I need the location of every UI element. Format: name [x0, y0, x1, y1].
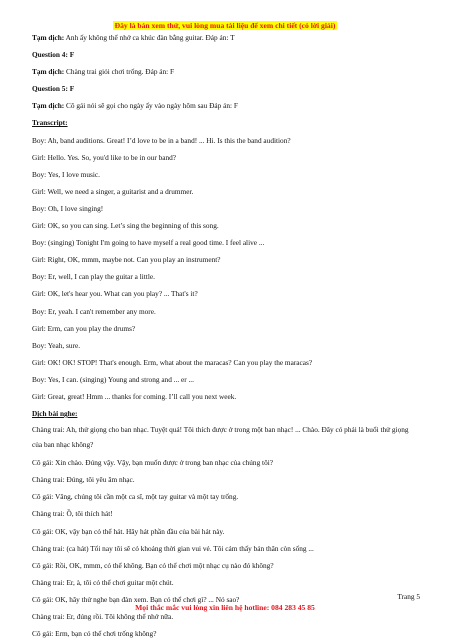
transcript-line: Boy: Er, yeah. I can't remember any more. [32, 306, 156, 316]
translation-paragraph: Chàng trai: Er, à, tôi có thể chơi guitar một chút. [32, 577, 174, 587]
translation-paragraph: Chàng trai: Ah, thử giọng cho ban nhạc. Tuyệt quá! Tôi thích được ở trong một ban nhạc! ... Chào. Đây có phải là buổi thử giọng của ban nhạc không? [32, 425, 409, 449]
translation-paragraph: Chàng trai: Đúng, tôi yêu âm nhạc. [32, 475, 135, 485]
question-heading: Question 4: F [32, 50, 75, 60]
transcript-line: Girl: OK, let's hear you. What can you play? ... That's it? [32, 289, 198, 299]
transcript-line: Girl: Erm, can you play the drums? [32, 323, 136, 333]
translation-paragraph: Chàng trai: Ồ, tôi thích hát! [32, 509, 113, 519]
translation-text: Cô gái nói sẽ gọi cho ngày ấy vào ngày hôm sau Đáp án: F [64, 101, 238, 111]
transcript-line: Boy: (singing) Tonight I'm going to have myself a real good time. I feel alive ... [32, 238, 265, 248]
translation-paragraph: Cô gái: OK, vậy bạn có thể hát. Hãy hát phần đầu của bài hát này. [32, 526, 225, 536]
transcript-line: Boy: Oh, I love singing! [32, 203, 104, 213]
translation-label: Tạm dịch: [32, 67, 65, 77]
transcript-heading: Transcript: [32, 118, 68, 128]
translation-line [32, 63, 420, 80]
translation-paragraph: Cô gái: Xin chào. Đúng vậy. Vậy, bạn muốn được ở trong ban nhạc của chúng tôi? [32, 458, 273, 468]
page-number: Trang 5 [397, 592, 420, 601]
transcript-line: Girl: Right, OK, mmm, maybe not. Can you play an instrument? [32, 255, 221, 265]
translation-paragraph: Cô gái: Vâng, chúng tôi cần một ca sĩ, một tay guitar và một tay trống. [32, 492, 239, 502]
transcript-line: Boy: Ah, band auditions. Great! I’d love to be in a band! ... Hi. Is this the band audition? [32, 135, 291, 145]
transcript-line: Girl: Great, great! Hmm ... thanks for coming. I’ll call you next week. [32, 391, 237, 401]
transcript-line: Girl: Hello. Yes. So, you'd like to be in our band? [32, 152, 176, 162]
translation-label: Tạm dịch: [32, 101, 65, 111]
translation-paragraph: Cô gái: Rồi, OK, mmm, có thể không. Bạn có thể chơi một nhạc cụ nào đó không? [32, 560, 274, 570]
translation-heading: Dịch bài nghe: [32, 409, 78, 419]
translation-text: Anh ấy không thể nhớ ca khúc đàn bằng guitar. Đáp án: T [64, 33, 235, 42]
translation-label: Tạm dịch: [32, 33, 65, 42]
translation-line [32, 97, 420, 114]
transcript-line: Girl: OK, so you can sing. Let’s sing the beginning of this song. [32, 221, 219, 231]
translation-line [32, 29, 420, 46]
translation-paragraph: Chàng trai: (ca hát) Tối nay tôi sẽ có khoảng thời gian vui vẻ. Tôi cảm thấy bản thân còn sống ... [32, 543, 314, 553]
translation-paragraph: Cô gái: OK, hãy thử nghe bạn đàn xem. Bạn có thể chơi gì? ... Nó sao? [32, 594, 240, 604]
transcript-line: Boy: Yeah, sure. [32, 340, 81, 350]
transcript-line: Boy: Yes, I can. (singing) Young and strong and ... er ... [32, 374, 194, 384]
transcript-line: Boy: Er, well, I can play the guitar a little. [32, 272, 155, 282]
preview-banner-text: Đây là bản xem thử, vui lòng mua tài liệu để xem chi tiết (có lời giải) [114, 21, 336, 30]
hotline-footer: Mọi thắc mắc vui lòng xin liên hệ hotline: 084 283 45 85 [135, 603, 315, 612]
translation-paragraph: Chàng trai: Er, đúng rồi. Tôi không thể nhớ nữa. [32, 612, 174, 621]
transcript-line: Boy: Yes, I love music. [32, 169, 100, 179]
transcript-line: Girl: Well, we need a singer, a guitarist and a drummer. [32, 186, 194, 196]
transcript-line: Girl: OK! OK! STOP! That's enough. Erm, what about the maracas? Can you play the maracas? [32, 357, 313, 367]
translation-text: Chàng trai giỏi chơi trống. Đáp án: F [64, 67, 175, 77]
document-body [32, 29, 420, 642]
question-heading: Question 5: F [32, 84, 75, 94]
translation-paragraph: Cô gái: Erm, bạn có thể chơi trống không? [32, 629, 157, 639]
